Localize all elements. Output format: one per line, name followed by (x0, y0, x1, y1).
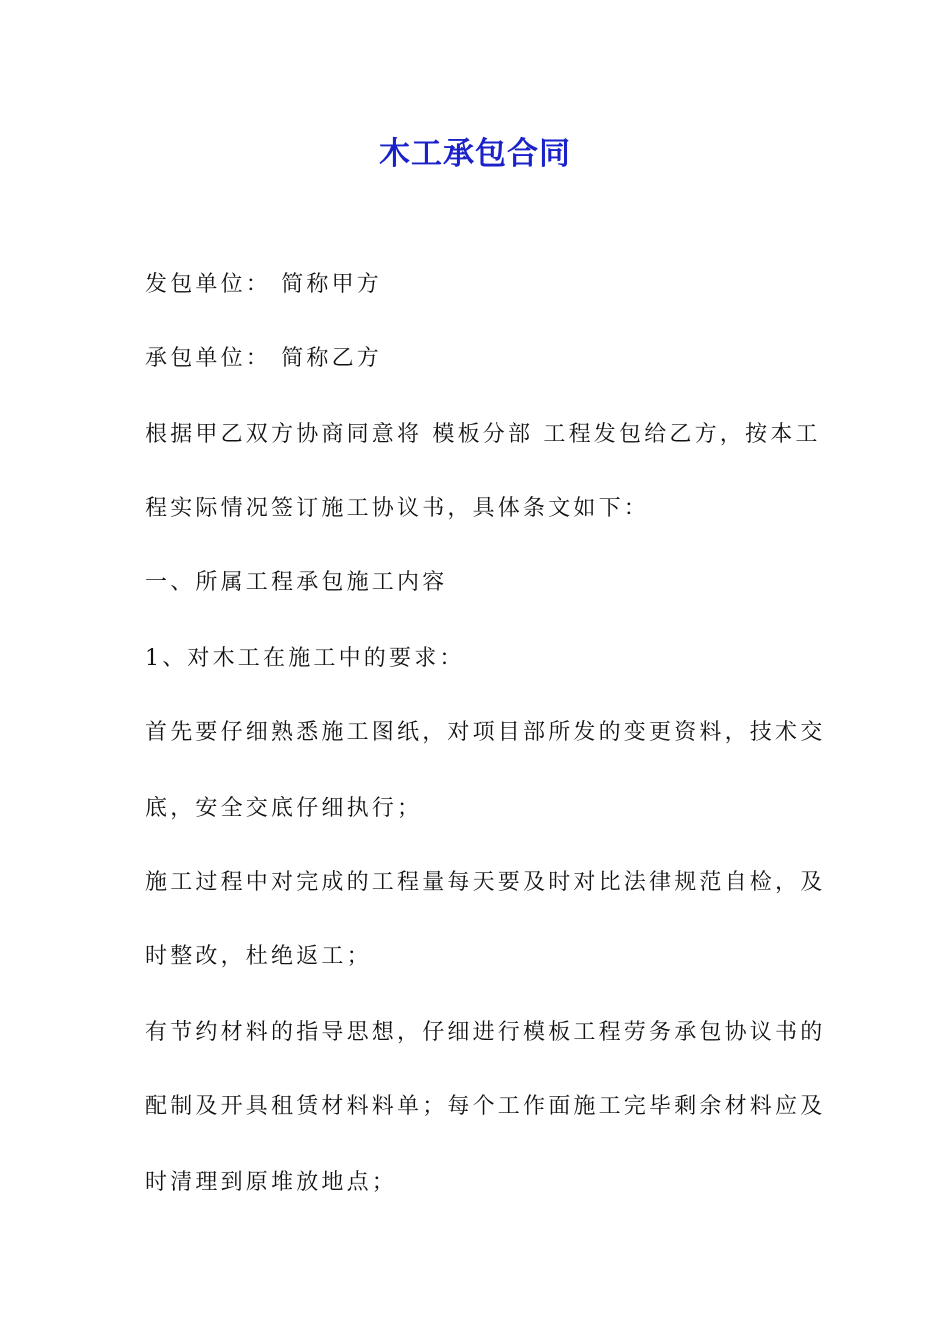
text-line: 底，安全交底仔细执行； (145, 796, 423, 821)
text-line: 发包单位： 简称甲方 (145, 272, 382, 297)
text-line: 根据甲乙双方协商同意将 模板分部 工程发包给乙方，按本工 (145, 422, 821, 447)
document-title: 木工承包合同 (379, 136, 571, 172)
text-line: 配制及开具租赁材料料单；每个工作面施工完毕剩余材料应及 (145, 1094, 826, 1119)
text-line: 施工过程中对完成的工程量每天要及时对比法律规范自检，及 (145, 870, 826, 895)
text-line: 时整改，杜绝返工； (145, 944, 372, 969)
text-line: 时清理到原堆放地点； (145, 1170, 398, 1195)
text-line: 程实际情况签订施工协议书，具体条文如下： (145, 496, 650, 521)
text-line: 1、对木工在施工中的要求： (145, 646, 465, 671)
text-line: 有节约材料的指导思想，仔细进行模板工程劳务承包协议书的 (145, 1020, 826, 1045)
text-line: 承包单位： 简称乙方 (145, 346, 382, 371)
text-line: 一、所属工程承包施工内容 (145, 570, 448, 595)
text-line: 首先要仔细熟悉施工图纸，对项目部所发的变更资料，技术交 (145, 720, 826, 745)
